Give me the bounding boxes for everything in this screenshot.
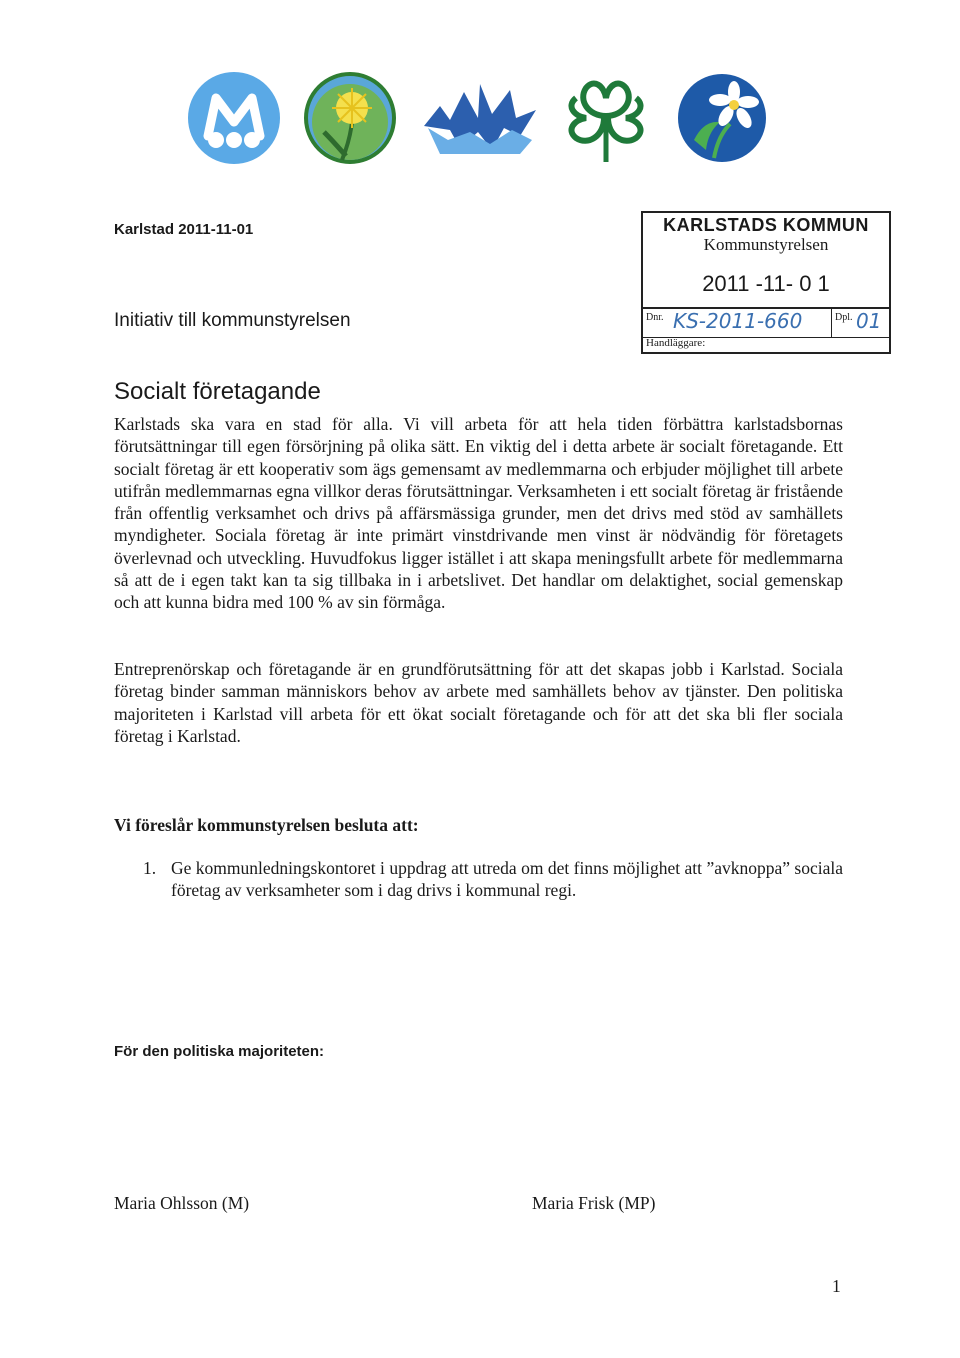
stamp-dnr-row (643, 307, 889, 338)
party-logos (180, 70, 780, 170)
stamp-department: Kommunstyrelsen (703, 235, 829, 254)
page-number: 1 (832, 1276, 841, 1296)
folkpartiet-logo (420, 70, 540, 166)
miljopartiet-logo (302, 70, 398, 166)
stamp-organization: KARLSTADS KOMMUN (663, 215, 869, 235)
kristdemokraterna-logo (674, 70, 770, 166)
proposal-item-text: Ge kommunledningskontoret i uppdrag att utreda om det finns möjlighet att ”avknoppa” sociala företag av verksamheter som i dag drivs i kommunal regi. (171, 858, 843, 901)
document-date: Karlstad 2011-11-01 (114, 221, 254, 238)
majority-label: För den politiska majoriteten: (114, 1043, 325, 1060)
centerpartiet-logo (558, 70, 654, 166)
stamp-dpl-box (831, 309, 892, 337)
body-paragraph-2: Entreprenörskap och företagande är en grundförutsättning för att det skapas jobb i Karlstad. Sociala företag binder samman människors behov av arbete med samhällets behov av tjänster. Den politiska majoriteten i Karlstad vill arbeta för ett ökat socialt företagande och för att det ska bli fler sociala företag i Karlstad. (114, 659, 843, 746)
stamp-dpl-label: Dpl. (835, 312, 853, 323)
stamp-date: 2011 -11- 0 1 (702, 271, 830, 296)
signature-name: Maria Frisk (MP) (532, 1193, 656, 1213)
signature-name: Maria Ohlsson (M) (114, 1193, 250, 1213)
initiative-label: Initiativ till kommunstyrelsen (114, 310, 351, 331)
document-title: Socialt företagande (114, 378, 321, 405)
moderaterna-logo (186, 70, 282, 166)
body-paragraph-1: Karlstads ska vara en stad för alla. Vi vill arbeta för att hela tiden förbättra karlstadsbornas förutsättningar till egen försörjning på olika sätt. En viktig del i detta arbete är socialt företagande. Ett socialt företag är ett kooperativ som ägs gemensamt av medlemmarna och erbjuder möjlighet till arbete utifrån medlemmarnas egna villkor deras förutsättningar. Verksamheten i ett socialt företag är fristående från offentlig verksamhet och drivs på affärsmässiga grunder, men det drivs med stöd av samhällets myndigheter. Sociala företag är inte primärt vinstdrivande men vinst är nödvändig för företagets överlevnad och utveckling. Huvudfokus ligger istället i att skapa meningsfullt arbete för medlemmarna så att de i egen takt kan ta sig tillbaka in i arbetslivet. Det handlar om delaktighet, social gemenskap och att kunna bidra med 100 % av sin förmåga. (114, 414, 843, 613)
stamp-dpl-value: 01 (856, 309, 882, 333)
proposal-item-number: 1. (143, 858, 157, 878)
registration-stamp (641, 211, 891, 354)
stamp-handlaggare-label: Handläggare: (646, 337, 706, 349)
stamp-dnr-label: Dnr. (646, 312, 664, 323)
proposal-heading: Vi föreslår kommunstyrelsen besluta att: (114, 815, 419, 835)
stamp-dnr-value: KS-2011-660 (673, 309, 803, 333)
